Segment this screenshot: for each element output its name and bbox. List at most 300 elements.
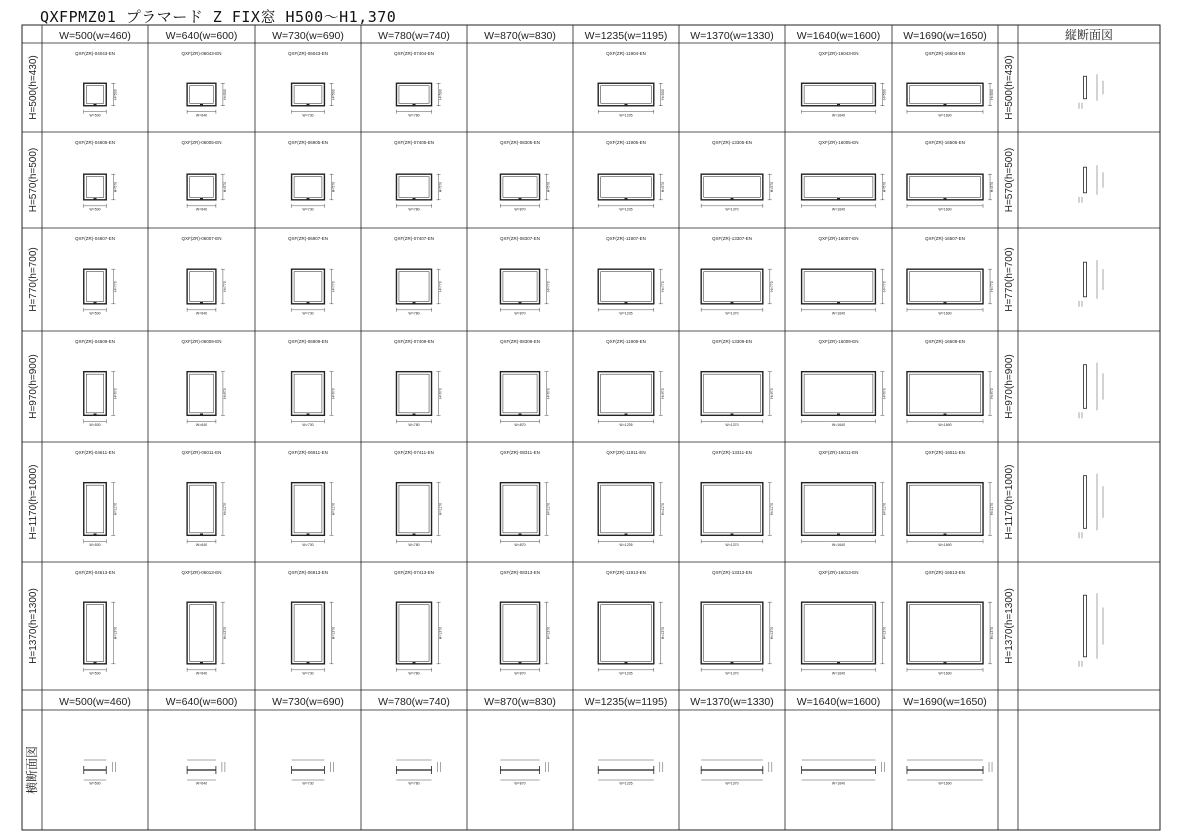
window-drain-mark xyxy=(94,534,97,536)
width-dim-label: W=1370 xyxy=(725,422,739,427)
window-glass xyxy=(601,177,652,198)
window-code: QXF(ZR)-06905-EN xyxy=(287,140,329,145)
width-dim-label: W=730 xyxy=(302,207,314,212)
window-frame xyxy=(907,602,983,664)
width-header: W=730(w=690) xyxy=(272,30,344,42)
window-code: QXF(ZR)-11904-EN xyxy=(606,51,646,56)
width-dim-label: W=1235 xyxy=(619,542,633,547)
width-dim-label: W=870 xyxy=(514,671,526,676)
height-header-right: H=1170(h=1000) xyxy=(1004,464,1015,540)
vertical-section-profile xyxy=(1084,595,1087,657)
window-drain-mark xyxy=(307,534,310,536)
height-dim-label: H=1370 xyxy=(769,626,774,640)
height-header: H=570(h=500) xyxy=(28,147,39,213)
horizontal-section-dim-label: W=780 xyxy=(408,781,420,786)
height-header: H=1370(h=1300) xyxy=(28,588,39,664)
window-frame xyxy=(187,174,216,200)
window-glass xyxy=(190,374,214,413)
vertical-section-profile xyxy=(1084,76,1087,99)
window-frame xyxy=(701,174,763,200)
horizontal-section-dim-label: W=1640 xyxy=(831,781,846,786)
window-code: QXF(ZR)-13309-EN xyxy=(711,339,753,344)
window-glass xyxy=(601,272,652,302)
width-dim-label: W=1235 xyxy=(619,207,633,212)
window-drain-mark xyxy=(837,534,840,536)
height-header: H=770(h=700) xyxy=(28,247,39,312)
width-header-bottom: W=640(w=600) xyxy=(165,696,238,708)
window-drain-mark xyxy=(307,104,310,106)
window-code: QXF(ZR)-06907-EN xyxy=(287,236,329,241)
width-dim-label: W=870 xyxy=(514,422,526,427)
window-code: QXF(ZR)-13305-EN xyxy=(711,140,753,145)
width-dim-label: W=1370 xyxy=(725,311,739,316)
window-glass xyxy=(601,374,652,413)
width-header: W=640(w=600) xyxy=(165,30,238,42)
window-frame xyxy=(802,483,876,536)
height-dim-label: H=1170 xyxy=(438,502,443,516)
height-dim-label: H=1370 xyxy=(438,626,443,640)
width-dim-label: W=640 xyxy=(195,207,208,212)
width-dim-label: W=1690 xyxy=(938,542,952,547)
width-dim-label: W=1235 xyxy=(619,311,633,316)
window-glass xyxy=(804,86,873,104)
height-dim-label: H=500 xyxy=(438,89,443,100)
width-dim-label: W=500 xyxy=(89,422,101,427)
window-code: QXF(ZR)-04611-EN xyxy=(75,450,115,455)
height-dim-label: H=500 xyxy=(222,89,227,100)
height-dim-label: H=500 xyxy=(882,89,887,100)
window-glass xyxy=(190,272,214,302)
window-drain-mark xyxy=(944,414,947,416)
window-code: QXF(ZR)-08309-EN xyxy=(499,339,541,344)
height-header-right: H=570(h=500) xyxy=(1004,147,1015,213)
width-header: W=780(w=740) xyxy=(378,30,450,42)
window-glass xyxy=(190,177,214,198)
window-code: QXF(ZR)-06013-EN xyxy=(181,570,222,575)
window-glass xyxy=(704,177,761,198)
window-code: QXF(ZR)-11907-EN xyxy=(606,236,646,241)
horizontal-section-dim-label: W=1235 xyxy=(619,781,633,786)
window-drain-mark xyxy=(731,414,734,416)
window-drain-mark xyxy=(413,302,416,304)
width-dim-label: W=1640 xyxy=(831,422,846,427)
height-header: H=970(h=900) xyxy=(28,354,39,419)
window-drain-mark xyxy=(519,534,522,536)
window-code: QXF(ZR)-16505-EN xyxy=(924,140,966,145)
window-code: QXF(ZR)-06909-EN xyxy=(287,339,329,344)
width-dim-label: W=870 xyxy=(514,542,526,547)
window-code: QXF(ZR)-06011-EN xyxy=(181,450,222,455)
width-dim-label: W=1370 xyxy=(725,542,739,547)
window-frame xyxy=(396,83,431,106)
window-frame xyxy=(802,83,876,106)
window-drain-mark xyxy=(519,662,522,664)
width-dim-label: W=1640 xyxy=(831,542,846,547)
width-dim-label: W=1235 xyxy=(619,113,633,118)
window-glass xyxy=(804,272,873,302)
window-glass xyxy=(804,605,873,662)
window-frame xyxy=(292,372,325,416)
height-dim-label: H=1370 xyxy=(222,626,227,640)
width-header-bottom: W=500(w=460) xyxy=(59,696,131,708)
window-drain-mark xyxy=(413,414,416,416)
window-frame xyxy=(701,269,763,304)
height-dim-label: H=1170 xyxy=(546,502,551,516)
window-glass xyxy=(399,272,429,302)
window-glass xyxy=(294,177,322,198)
window-frame xyxy=(292,602,325,664)
width-dim-label: W=1690 xyxy=(938,113,952,118)
window-drain-mark xyxy=(94,104,97,106)
window-code: QXF(ZR)-04607-EN xyxy=(74,236,116,241)
window-drain-mark xyxy=(519,302,522,304)
width-dim-label: W=640 xyxy=(195,113,208,118)
window-code: QXF(ZR)-08305-EN xyxy=(499,140,541,145)
window-frame xyxy=(396,602,431,664)
horizontal-section-label: 横断面図 xyxy=(25,745,39,795)
height-dim-label: H=970 xyxy=(438,388,443,399)
width-header-bottom: W=1640(w=1600) xyxy=(796,696,881,708)
height-dim-label: H=570 xyxy=(222,181,227,193)
height-dim-label: H=770 xyxy=(660,281,665,292)
window-glass xyxy=(909,605,980,662)
width-header-bottom: W=1235(w=1195) xyxy=(584,696,668,708)
window-frame xyxy=(802,174,876,200)
window-drain-mark xyxy=(200,198,203,200)
width-dim-label: W=1640 xyxy=(831,671,846,676)
height-dim-label: H=1170 xyxy=(882,502,887,516)
window-frame xyxy=(701,483,763,536)
window-code: QXF(ZR)-06007-EN xyxy=(181,236,222,241)
width-header: W=1640(w=1600) xyxy=(796,30,881,42)
height-header-right: H=500(h=430) xyxy=(1004,55,1015,120)
window-code: QXF(ZR)-13311-EN xyxy=(712,450,752,455)
window-frame xyxy=(598,483,654,536)
window-glass xyxy=(86,86,104,104)
width-dim-label: W=780 xyxy=(408,422,420,427)
window-drain-mark xyxy=(625,534,628,536)
window-glass xyxy=(601,605,652,662)
window-code: QXF(ZR)-07411-EN xyxy=(394,450,434,455)
height-dim-label: H=570 xyxy=(546,181,551,193)
window-frame xyxy=(802,602,876,664)
window-frame xyxy=(802,269,876,304)
window-glass xyxy=(190,86,214,104)
window-drain-mark xyxy=(837,302,840,304)
window-code: QXF(ZR)-04613-EN xyxy=(74,570,116,575)
window-glass xyxy=(399,485,429,533)
width-dim-label: W=870 xyxy=(514,207,526,212)
window-frame xyxy=(187,269,216,304)
window-code: QXF(ZR)-08311-EN xyxy=(500,450,540,455)
width-header-bottom: W=1370(w=1330) xyxy=(690,696,774,708)
window-frame xyxy=(292,83,325,106)
window-glass xyxy=(909,86,980,104)
height-dim-label: H=1170 xyxy=(769,502,774,516)
window-glass xyxy=(86,605,104,662)
height-dim-label: H=770 xyxy=(222,281,227,292)
height-dim-label: H=970 xyxy=(113,388,118,399)
window-glass xyxy=(601,485,652,533)
width-dim-label: W=870 xyxy=(514,311,526,316)
height-dim-label: H=970 xyxy=(882,388,887,399)
window-drain-mark xyxy=(307,662,310,664)
width-header: W=500(w=460) xyxy=(59,30,131,42)
vertical-section-profile xyxy=(1084,365,1087,409)
window-glass xyxy=(190,605,214,662)
window-drain-mark xyxy=(307,198,310,200)
window-glass xyxy=(503,177,537,198)
window-frame xyxy=(907,269,983,304)
width-dim-label: W=1690 xyxy=(938,671,952,676)
horizontal-section-dim-label: W=500 xyxy=(89,781,101,786)
width-dim-label: W=780 xyxy=(408,311,420,316)
window-frame xyxy=(396,372,431,416)
window-code: QXF(ZR)-13313-EN xyxy=(711,570,753,575)
width-dim-label: W=1235 xyxy=(619,671,633,676)
window-code: QXF(ZR)-06009-EN xyxy=(181,339,222,344)
vertical-section-profile xyxy=(1084,167,1087,193)
window-code: QXF(ZR)-07404-EN xyxy=(393,51,435,56)
window-glass xyxy=(804,374,873,413)
height-dim-label: H=500 xyxy=(331,89,336,100)
window-glass xyxy=(704,605,761,662)
window-code: QXF(ZR)-06913-EN xyxy=(287,570,329,575)
window-drain-mark xyxy=(625,662,628,664)
height-dim-label: H=770 xyxy=(331,281,336,292)
height-dim-label: H=770 xyxy=(769,281,774,292)
height-dim-label: H=770 xyxy=(438,281,443,292)
width-header: W=870(w=830) xyxy=(484,30,556,42)
window-drain-mark xyxy=(307,414,310,416)
window-drain-mark xyxy=(837,198,840,200)
window-code: QXF(ZR)-06043-EN xyxy=(287,51,329,56)
window-drain-mark xyxy=(837,414,840,416)
height-dim-label: H=1170 xyxy=(222,502,227,516)
window-frame xyxy=(84,83,107,106)
window-code: QXF(ZR)-07407-EN xyxy=(393,236,435,241)
window-drain-mark xyxy=(625,414,628,416)
window-frame xyxy=(292,174,325,200)
window-code: QXF(ZR)-16005-EN xyxy=(818,140,859,145)
window-frame xyxy=(598,602,654,664)
height-header: H=500(h=430) xyxy=(28,55,39,120)
window-drain-mark xyxy=(200,534,203,536)
width-dim-label: W=730 xyxy=(302,542,314,547)
height-dim-label: H=570 xyxy=(990,181,995,193)
window-code: QXF(ZR)-07409-EN xyxy=(393,339,435,344)
width-header-bottom: W=780(w=740) xyxy=(378,696,450,708)
window-code: QXF(ZR)-16509-EN xyxy=(924,339,966,344)
window-drain-mark xyxy=(837,662,840,664)
width-header-bottom: W=870(w=830) xyxy=(484,696,556,708)
height-dim-label: H=970 xyxy=(331,388,336,399)
window-frame xyxy=(84,602,107,664)
vertical-section-profile xyxy=(1084,476,1087,529)
height-dim-label: H=500 xyxy=(990,89,995,100)
vertical-section-profile xyxy=(1084,262,1087,297)
width-header: W=1370(w=1330) xyxy=(690,30,774,42)
window-frame xyxy=(84,174,107,200)
width-dim-label: W=500 xyxy=(89,207,101,212)
window-frame xyxy=(500,602,539,664)
height-dim-label: H=1370 xyxy=(331,626,336,640)
window-drain-mark xyxy=(413,104,416,106)
window-glass xyxy=(294,272,322,302)
height-header-right: H=1370(h=1300) xyxy=(1004,588,1015,664)
window-glass xyxy=(86,374,104,413)
window-drain-mark xyxy=(519,414,522,416)
height-dim-label: H=770 xyxy=(882,281,887,292)
window-frame xyxy=(598,83,654,106)
window-frame xyxy=(292,483,325,536)
window-code: QXF(ZR)-16011-EN xyxy=(818,450,859,455)
window-code: QXF(ZR)-04043-EN xyxy=(74,51,116,56)
window-code: QXF(ZR)-11905-EN xyxy=(606,140,646,145)
window-glass xyxy=(704,485,761,533)
window-frame xyxy=(500,483,539,536)
window-frame xyxy=(598,269,654,304)
window-glass xyxy=(399,374,429,413)
horizontal-section-dim-label: W=640 xyxy=(195,781,208,786)
window-code: QXF(ZR)-16504-EN xyxy=(924,51,966,56)
width-header-bottom: W=1690(w=1650) xyxy=(903,696,987,708)
window-glass xyxy=(399,177,429,198)
height-dim-label: H=970 xyxy=(769,388,774,399)
window-glass xyxy=(294,605,322,662)
height-dim-label: H=570 xyxy=(882,181,887,193)
width-dim-label: W=1640 xyxy=(831,113,846,118)
width-dim-label: W=1640 xyxy=(831,207,846,212)
height-dim-label: H=1170 xyxy=(990,502,995,516)
horizontal-section-dim-label: W=1370 xyxy=(725,781,739,786)
width-dim-label: W=730 xyxy=(302,113,314,118)
height-dim-label: H=1370 xyxy=(113,626,118,640)
window-code: QXF(ZR)-16009-EN xyxy=(818,339,859,344)
window-frame xyxy=(500,372,539,416)
window-code: QXF(ZR)-08307-EN xyxy=(499,236,541,241)
height-dim-label: H=500 xyxy=(660,89,665,100)
width-dim-label: W=1690 xyxy=(938,311,952,316)
window-code: QXF(ZR)-11913-EN xyxy=(606,570,646,575)
window-frame xyxy=(907,372,983,416)
window-glass xyxy=(86,272,104,302)
window-frame xyxy=(907,483,983,536)
window-glass xyxy=(804,485,873,533)
width-dim-label: W=780 xyxy=(408,671,420,676)
table-frame xyxy=(22,25,1160,830)
window-code: QXF(ZR)-06911-EN xyxy=(288,450,328,455)
window-code: QXF(ZR)-16511-EN xyxy=(925,450,965,455)
window-drain-mark xyxy=(200,414,203,416)
window-frame xyxy=(292,269,325,304)
width-dim-label: W=500 xyxy=(89,671,101,676)
height-dim-label: H=770 xyxy=(990,281,995,292)
window-glass xyxy=(294,86,322,104)
window-drain-mark xyxy=(200,662,203,664)
height-dim-label: H=1370 xyxy=(546,626,551,640)
width-header-bottom: W=730(w=690) xyxy=(272,696,344,708)
window-drain-mark xyxy=(944,198,947,200)
window-drain-mark xyxy=(94,198,97,200)
window-frame xyxy=(396,269,431,304)
horizontal-section-dim-label: W=1690 xyxy=(938,781,952,786)
width-dim-label: W=780 xyxy=(408,207,420,212)
window-frame xyxy=(500,269,539,304)
window-code: QXF(ZR)-16507-EN xyxy=(924,236,966,241)
window-frame xyxy=(187,372,216,416)
height-dim-label: H=570 xyxy=(660,181,665,193)
window-drain-mark xyxy=(731,302,734,304)
window-drain-mark xyxy=(837,104,840,106)
height-dim-label: H=970 xyxy=(990,388,995,399)
window-glass xyxy=(86,177,104,198)
window-frame xyxy=(701,602,763,664)
window-code: QXF(ZR)-06005-EN xyxy=(181,140,222,145)
height-dim-label: H=1370 xyxy=(660,626,665,640)
window-drain-mark xyxy=(200,104,203,106)
window-frame xyxy=(907,83,983,106)
window-drain-mark xyxy=(944,302,947,304)
height-dim-label: H=970 xyxy=(546,388,551,399)
window-glass xyxy=(399,86,429,104)
width-header: W=1235(w=1195) xyxy=(584,30,668,42)
window-glass xyxy=(399,605,429,662)
height-header-right: H=770(h=700) xyxy=(1004,247,1015,312)
height-dim-label: H=770 xyxy=(113,281,118,292)
window-glass xyxy=(86,485,104,533)
height-dim-label: H=770 xyxy=(546,281,551,292)
window-drain-mark xyxy=(94,302,97,304)
window-code: QXF(ZR)-16043-EN xyxy=(818,51,859,56)
height-dim-label: H=970 xyxy=(222,388,227,399)
window-frame xyxy=(84,372,107,416)
window-glass xyxy=(704,374,761,413)
window-drain-mark xyxy=(413,198,416,200)
width-dim-label: W=640 xyxy=(195,311,208,316)
window-code: QXF(ZR)-07413-EN xyxy=(393,570,435,575)
width-dim-label: W=730 xyxy=(302,671,314,676)
width-dim-label: W=730 xyxy=(302,311,314,316)
window-code: QXF(ZR)-16007-EN xyxy=(818,236,859,241)
window-code: QXF(ZR)-07405-EN xyxy=(393,140,435,145)
window-drain-mark xyxy=(944,662,947,664)
horizontal-section-dim-label: W=870 xyxy=(514,781,526,786)
window-drain-mark xyxy=(625,198,628,200)
window-code: QXF(ZR)-11909-EN xyxy=(606,339,646,344)
width-dim-label: W=640 xyxy=(195,422,208,427)
window-frame xyxy=(187,483,216,536)
window-drain-mark xyxy=(413,534,416,536)
width-dim-label: W=500 xyxy=(89,542,101,547)
height-dim-label: H=1170 xyxy=(660,502,665,516)
horizontal-section-dim-label: W=730 xyxy=(302,781,314,786)
height-header-right: H=970(h=900) xyxy=(1004,354,1015,419)
window-glass xyxy=(294,485,322,533)
window-drain-mark xyxy=(625,302,628,304)
window-drain-mark xyxy=(731,198,734,200)
height-dim-label: H=500 xyxy=(113,89,118,100)
width-dim-label: W=1370 xyxy=(725,671,739,676)
window-glass xyxy=(294,374,322,413)
window-frame xyxy=(598,372,654,416)
window-frame xyxy=(701,372,763,416)
window-code: QXF(ZR)-04609-EN xyxy=(74,339,116,344)
width-dim-label: W=640 xyxy=(195,542,208,547)
height-dim-label: H=570 xyxy=(769,181,774,193)
window-code: QXF(ZR)-16013-EN xyxy=(818,570,859,575)
window-drain-mark xyxy=(731,534,734,536)
